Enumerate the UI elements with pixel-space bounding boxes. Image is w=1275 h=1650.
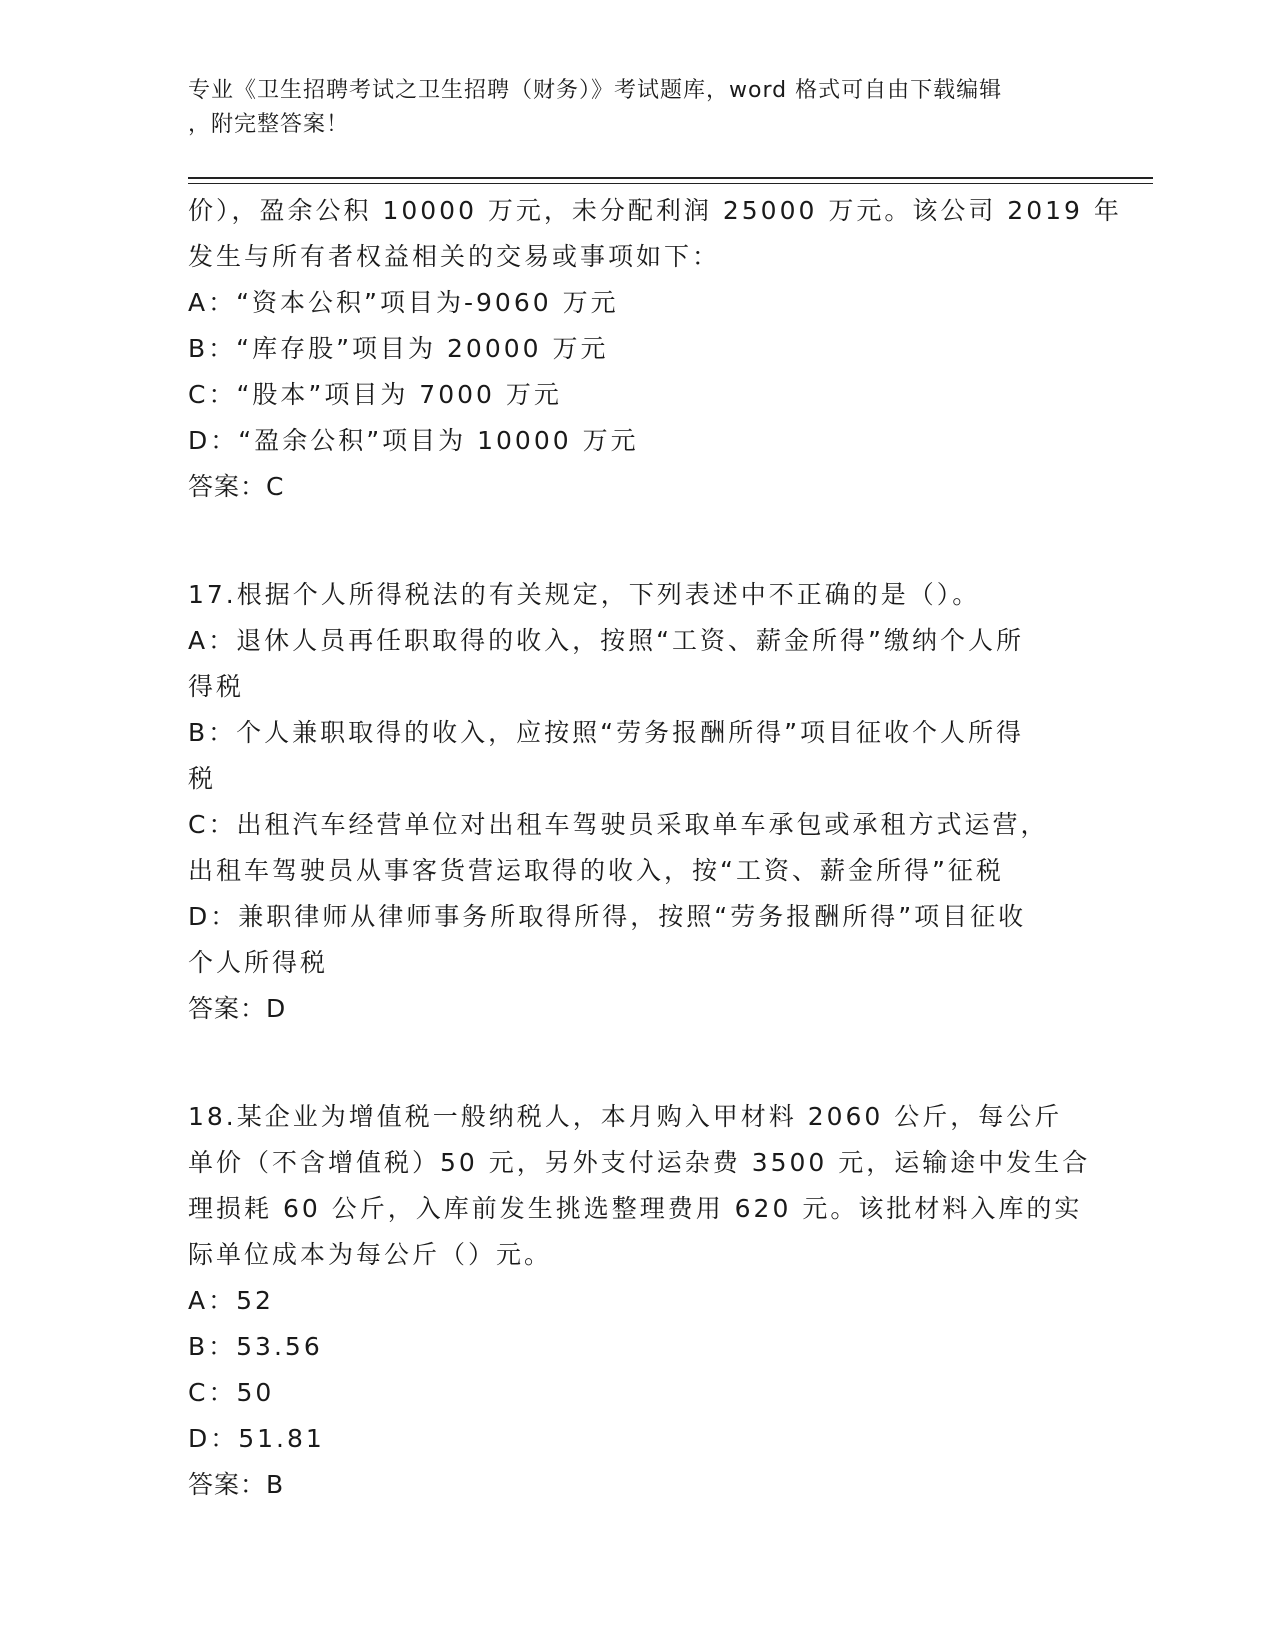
question-spacer: [188, 1032, 1088, 1094]
option-a-continued: 得税: [188, 672, 245, 701]
option-a: A：52: [188, 1286, 274, 1315]
question-16: [188, 188, 1122, 510]
question-stem-line: 单价（不含增值税）50 元，另外支付运杂费 3500 元，运输途中发生合: [188, 1148, 1091, 1177]
question-18: [188, 1094, 1091, 1508]
option-c-continued: 出租车驾驶员从事客货营运取得的收入，按“工资、薪金所得”征税: [188, 856, 1004, 885]
question-stem-line: 理损耗 60 公斤，入库前发生挑选整理费用 620 元。该批材料入库的实: [188, 1194, 1083, 1223]
option-b: B：个人兼职取得的收入，应按照“劳务报酬所得”项目征收个人所得: [188, 718, 1025, 747]
question-stem-line: 18.某企业为增值税一般纳税人，本月购入甲材料 2060 公斤，每公斤: [188, 1102, 1063, 1131]
option-c: C：出租汽车经营单位对出租车驾驶员采取单车承包或承租方式运营，: [188, 810, 1049, 839]
option-d-continued: 个人所得税: [188, 948, 329, 977]
option-c: C：50: [188, 1378, 275, 1407]
header-rule-thin: [188, 183, 1153, 184]
option-b: B：53.56: [188, 1332, 323, 1361]
answer-line: 答案：D: [188, 994, 287, 1023]
question-spacer: [188, 510, 1088, 572]
question-stem-line: 17.根据个人所得税法的有关规定，下列表述中不正确的是（）。: [188, 580, 981, 609]
option-c: C：“股本”项目为 7000 万元: [188, 380, 562, 409]
option-b-continued: 税: [188, 764, 217, 793]
question-17: [188, 572, 1088, 1032]
option-d: D：兼职律师从律师事务所取得所得，按照“劳务报酬所得”项目征收: [188, 902, 1027, 931]
header-rule-thick: [188, 177, 1153, 179]
question-stem-line: 价），盈余公积 10000 万元，未分配利润 25000 万元。该公司 2019 年: [188, 196, 1122, 225]
option-b: B：“库存股”项目为 20000 万元: [188, 334, 609, 363]
header-line-2: ，附完整答案！: [188, 112, 350, 137]
document-header: [188, 74, 1068, 142]
option-a: A：退休人员再任职取得的收入，按照“工资、薪金所得”缴纳个人所: [188, 626, 1025, 655]
answer-line: 答案：B: [188, 1470, 285, 1499]
header-line-1: 专业《卫生招聘考试之卫生招聘（财务）》考试题库，word 格式可自由下载编辑: [188, 78, 1003, 103]
answer-line: 答案：C: [188, 472, 285, 501]
question-stem-line: 发生与所有者权益相关的交易或事项如下：: [188, 242, 721, 271]
document-body: [188, 188, 1122, 1508]
option-d: D：“盈余公积”项目为 10000 万元: [188, 426, 639, 455]
option-d: D：51.81: [188, 1424, 325, 1453]
question-stem-line: 际单位成本为每公斤（）元。: [188, 1240, 553, 1269]
option-a: A：“资本公积”项目为-9060 万元: [188, 288, 619, 317]
